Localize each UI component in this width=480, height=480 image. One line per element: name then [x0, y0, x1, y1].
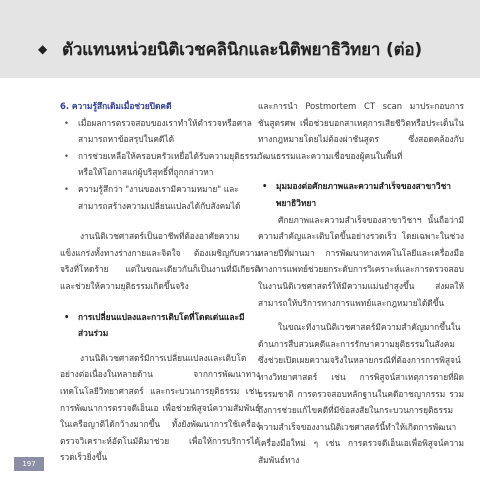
bullet-dot-icon: •	[64, 183, 69, 194]
page-header	[0, 0, 480, 78]
paragraph: ศักยภาพและความสำเร็จของสาขาวิชาฯ นั้นถือว่ามีความสำคัญและเติบโตขึ้นอย่างรวดเร็ว โดยเฉพาะในช่วงหลายปีที่ผ่านมา การพัฒนาทางเทคโนโลยีและเครื่องมือทางการแพทย์ช่วยยกระดับการวิเคราะห์และการตรวจสอบในงานนิติเวชศาสตร์ให้มีความแม่นยำสูงขึ้น ส่งผลให้สามารถให้บริการทางการแพทย์และกฎหมายได้ดีขึ้น	[258, 214, 464, 308]
bullet-list	[60, 115, 260, 215]
paragraph: ในขณะที่งานนิติเวชศาสตร์มีความสำคัญมากขึ้นในด้านการสืบสวนคดีและการรักษาความยุติธรรมในสังคม ซึ่งช่วยเปิดเผยความจริงในหลายกรณีที่ต้องการการพิสูจน์ทางวิทยาศาสตร์ เช่น การพิสูจน์สาเหตุการตายที่ผิดธรรมชาติ การตรวจสอบหลักฐานในคดีอาชญากรรม รวมถึงการช่วยแก้ไขคดีที่มีข้อสงสัยในกระบวนการยุติธรรม ความสำเร็จของงานนิติเวชศาสตร์นี้ทำให้เกิดการพัฒนาเครื่องมือใหม่ ๆ เช่น การตรวจดีเอ็นเอเพื่อพิสูจน์ความสัมพันธ์ทาง	[258, 322, 464, 465]
page-number: 197	[14, 457, 44, 471]
subsection-heading: • การเปลี่ยนแปลงและการเติบโตที่โดดเด่นและมีส่วนร่วม	[60, 309, 260, 342]
bullet-dot-icon: •	[262, 181, 268, 192]
bullet-dot-icon: •	[64, 311, 70, 322]
list-item: • การช่วยเหลือให้ครอบครัวเหยื่อได้รับความยุติธรรม หรือให้โอกาสแก่ผู้บริสุทธิ์ที่ถูกกล่าวหา	[60, 148, 260, 181]
list-item: • ความรู้สึกว่า "งานของเรามีความหมาย" และสามารถสร้างความเปลี่ยนแปลงได้กับสังคมได้	[60, 181, 260, 214]
paragraph: งานนิติเวชศาสตร์มีการเปลี่ยนแปลงและเติบโตอย่างต่อเนื่องในหลายด้าน จากการพัฒนาทางเทคโนโลยีวิทยาศาสตร์ และกระบวนการยุติธรรม เช่น การพัฒนาการตรวจดีเอ็นเอ เพื่อช่วยพิสูจน์ความสัมพันธ์ในเครือญาติได้กว้างมากขึ้น ทั้งยังพัฒนาการใช้เครื่องตรวจวิเคราะห์อัตโนมัติมาช่วย เพื่อให้การบริการได้รวดเร็วยิ่งขึ้น	[60, 352, 260, 463]
diamond-bullet-icon: ◆	[38, 42, 48, 56]
paragraph: และการนำ Postmortem CT scan มาประกอบการชันสูตรศพ เพื่อช่วยบอกสาเหตุการเสียชีวิตหรือประเด็นในทางกฎหมายโดยไม่ต้องผ่าชันสูตร ซึ่งสอดคล้องกับวัฒนธรรมและความเชื่อของผู้คนในพื้นที่	[258, 101, 464, 161]
section-title: 6. ความรู้สึกเดิมเมื่อช่วยปิดคดี	[60, 101, 172, 111]
right-column	[258, 98, 464, 468]
bullet-dot-icon: •	[64, 150, 69, 161]
list-item: • เมื่อผลการตรวจสอบของเราทำให้ตำรวจหรือศาล สามารถหาข้อสรุปในคดีได้	[60, 115, 260, 148]
subsection-heading: • มุมมองต่อศักยภาพและความสำเร็จของสาขาวิชาพยาธิวิทยา	[258, 178, 464, 211]
paragraph: งานนิติเวชศาสตร์เป็นอาชีพที่ต้องอาศัยความแข็งแกร่งทั้งทางร่างกายและจิตใจ ต้องเผชิญกับความจริงที่โหดร้าย แต่ในขณะเดียวกันก็เป็นงานที่มีเกียรติและช่วยให้ความยุติธรรมเกิดขึ้นจริง	[60, 231, 260, 291]
bullet-dot-icon: •	[64, 117, 69, 128]
page-title: ตัวแทนหน่วยนิติเวชคลินิกและนิติพยาธิวิทยา (ต่อ)	[62, 40, 422, 60]
left-column	[60, 98, 260, 466]
